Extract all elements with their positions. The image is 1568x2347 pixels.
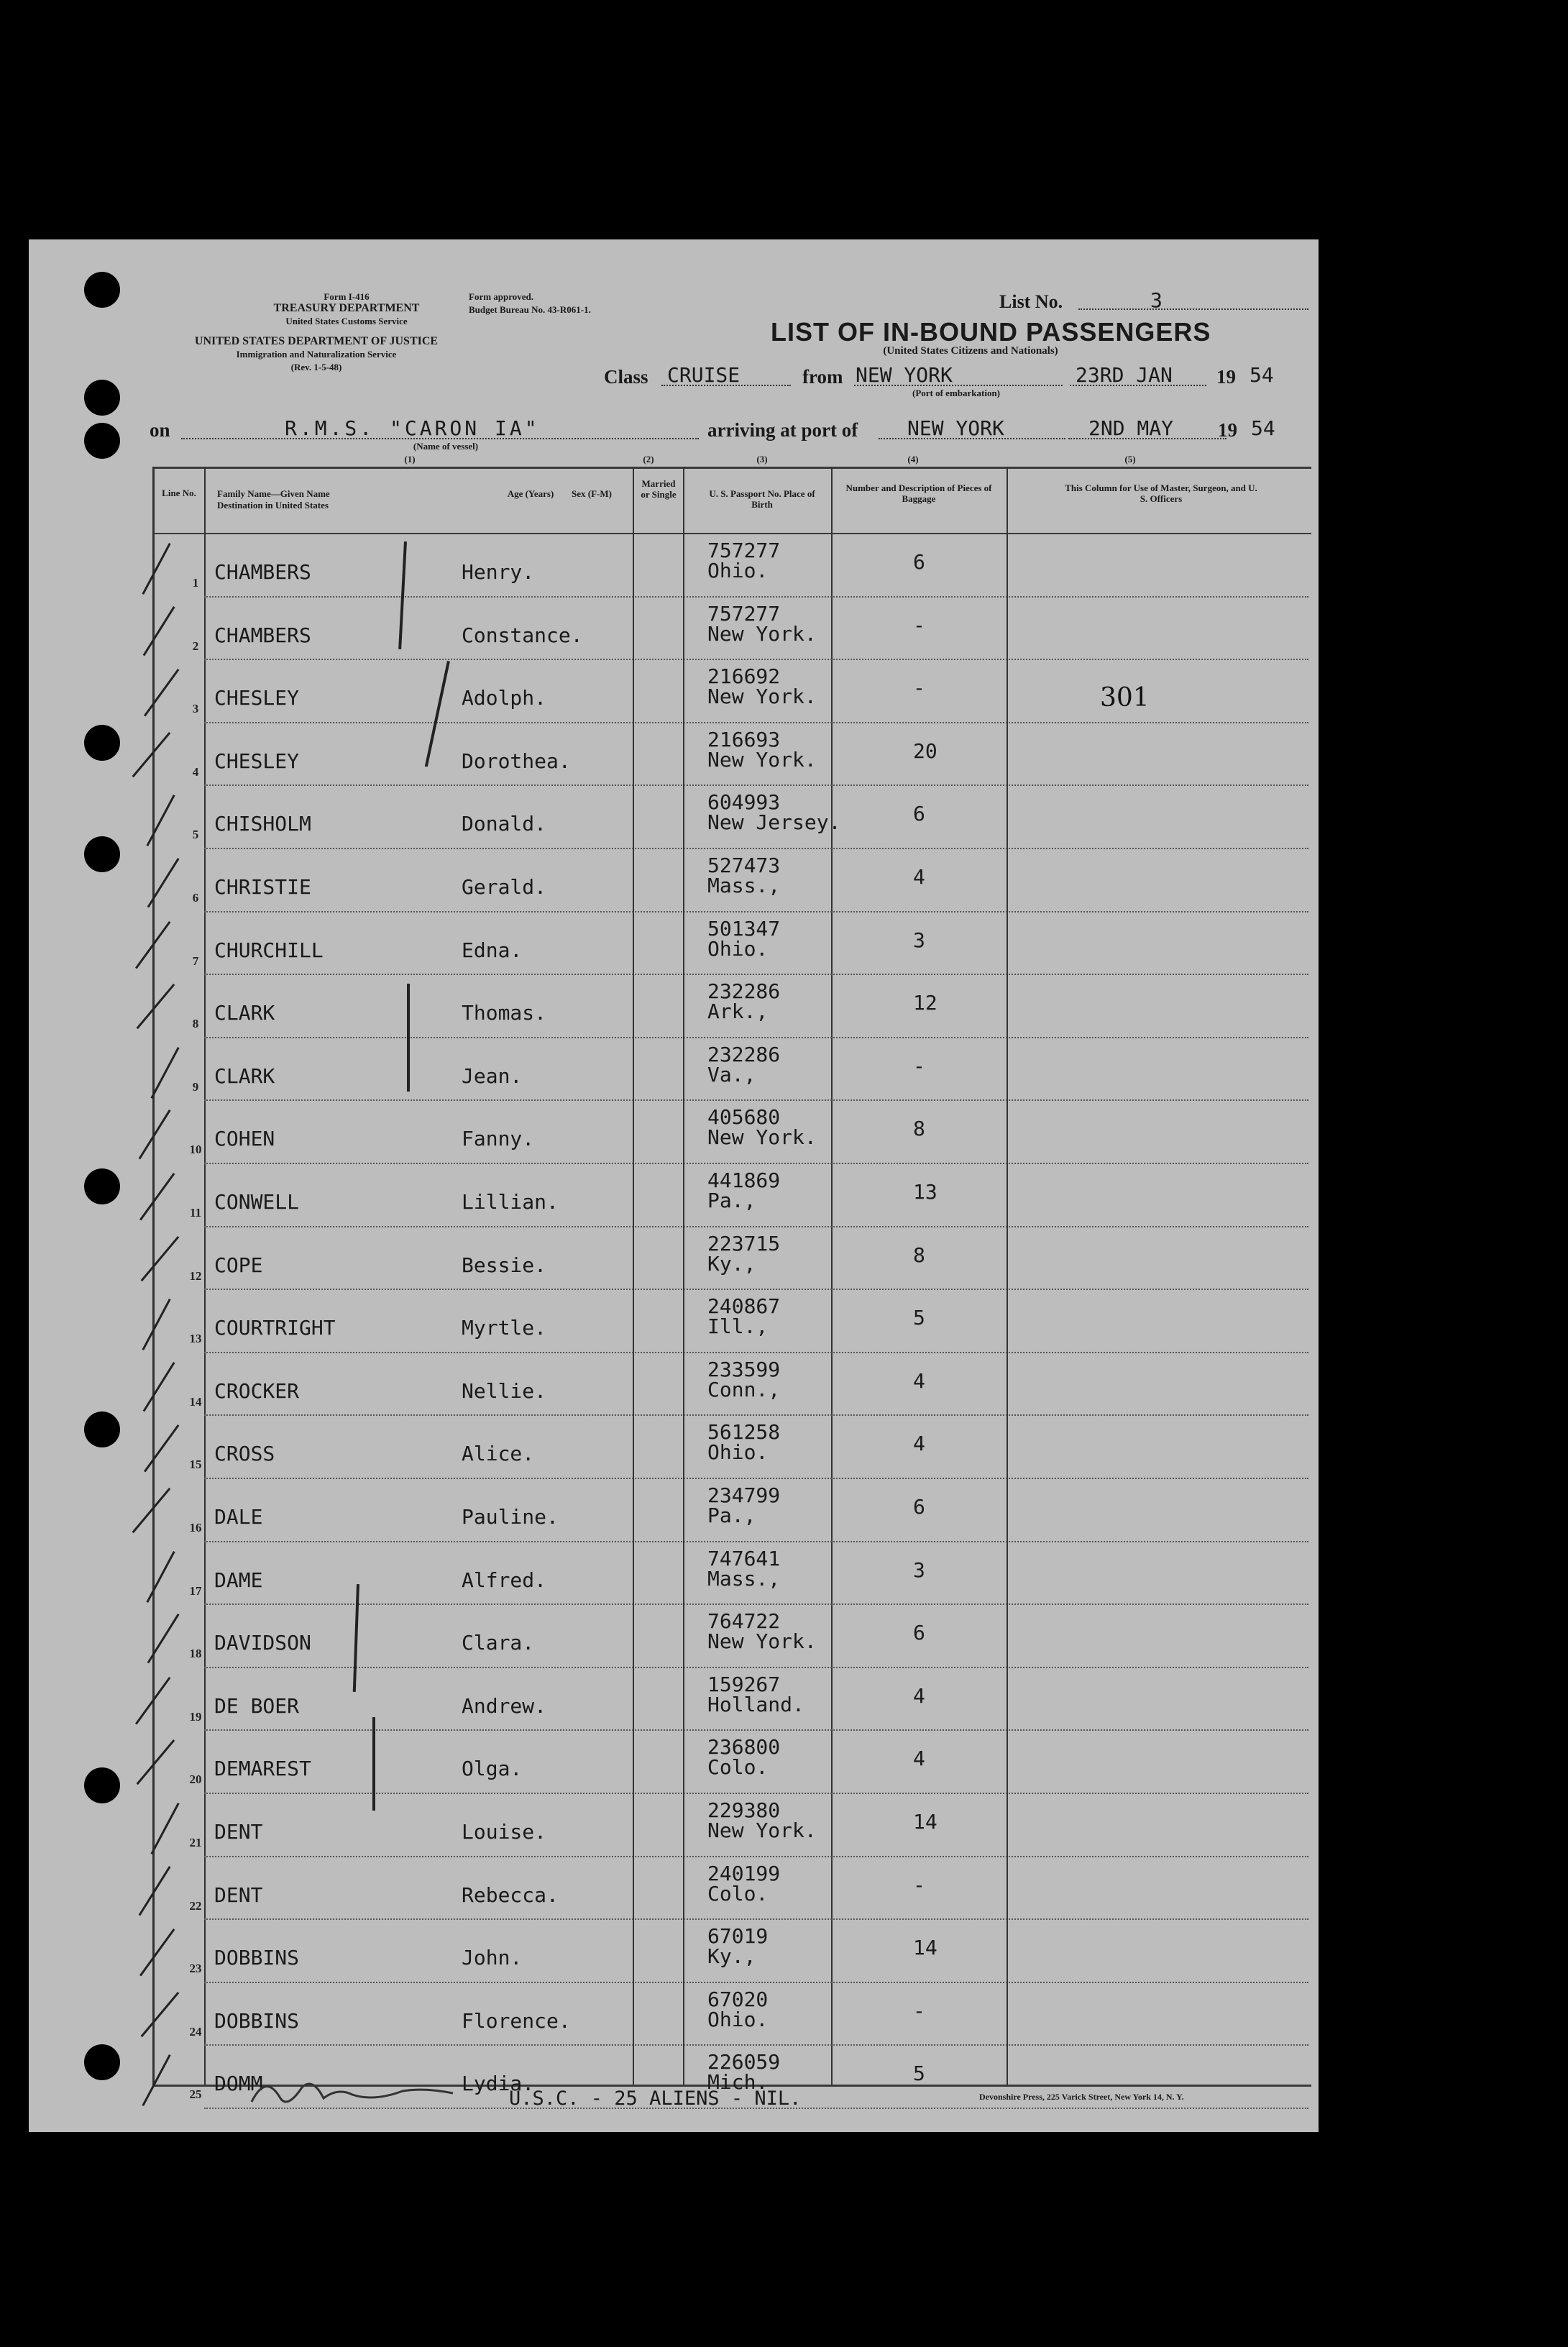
- birth-place: Ohio.: [707, 1440, 769, 1465]
- manifest-sheet: [29, 239, 1319, 2132]
- footer-summary: U.S.C. - 25 ALIENS - NIL.: [509, 2087, 802, 2110]
- given-name: Dorothea.: [462, 749, 571, 773]
- row-divider: [204, 1099, 1308, 1101]
- baggage-count: 4: [913, 1747, 925, 1771]
- checkmark: [142, 543, 170, 595]
- bracket-mark: [353, 1584, 359, 1692]
- passport-col-border: [831, 467, 833, 2085]
- class-label: Class: [604, 366, 648, 388]
- family-name: DOBBINS: [214, 2008, 300, 2033]
- row-divider: [204, 2044, 1308, 2046]
- birth-place: New Jersey.: [707, 810, 841, 835]
- baggage-count: 20: [913, 738, 937, 763]
- row-divider: [204, 974, 1308, 975]
- given-name: Henry.: [462, 560, 535, 584]
- passport-number: 159267: [707, 1672, 781, 1696]
- baggage-count: -: [913, 1872, 925, 1897]
- immigration-service: Immigration and Naturalization Service: [236, 349, 397, 360]
- customs-service: United States Customs Service: [285, 316, 408, 326]
- family-name: DE BOER: [214, 1693, 300, 1718]
- table-top-border: [152, 467, 1311, 469]
- col-num-5: (5): [1124, 454, 1136, 465]
- given-name: Fanny.: [462, 1127, 535, 1151]
- checkmark: [132, 732, 171, 777]
- checkmark: [132, 1488, 171, 1533]
- departure-year: 54: [1250, 363, 1274, 387]
- passport-number: 240199: [707, 1861, 781, 1885]
- checkmark: [143, 606, 175, 656]
- checkmark: [141, 1992, 180, 2037]
- passport-number: 236800: [707, 1735, 781, 1760]
- given-name: Pauline.: [462, 1505, 559, 1529]
- birth-place: Mass.,: [707, 1566, 781, 1591]
- row-divider: [204, 1729, 1308, 1731]
- header-sex: Sex (F-M): [572, 488, 612, 499]
- form-number: Form I-416: [324, 291, 370, 302]
- passport-number: 229380: [707, 1798, 781, 1822]
- family-name: CHAMBERS: [214, 560, 311, 584]
- row-divider: [204, 1478, 1308, 1479]
- birth-place: Conn.,: [707, 1377, 781, 1401]
- passport-number: 757277: [707, 539, 781, 562]
- arriving-label: arriving at port of: [707, 419, 858, 441]
- row-divider: [204, 1918, 1308, 1920]
- passport-number: 405680: [707, 1105, 781, 1130]
- passport-number: 501347: [707, 916, 781, 941]
- family-name: CHAMBERS: [214, 623, 311, 647]
- married-col-border: [683, 467, 684, 2085]
- printer-credit: Devonshire Press, 225 Varick Street, New York 14, N. Y.: [979, 2092, 1184, 2102]
- family-name: CROSS: [214, 1442, 275, 1466]
- name-col-border: [633, 467, 634, 2085]
- passport-number: 234799: [707, 1483, 781, 1507]
- baggage-count: 6: [913, 550, 925, 574]
- line-number: 7: [192, 953, 199, 968]
- header-line-no: Line No.: [162, 488, 196, 498]
- family-name: DENT: [214, 1882, 263, 1907]
- family-name: CLARK: [214, 1063, 275, 1088]
- passport-number: 232286: [707, 1042, 781, 1066]
- line-number: 3: [192, 702, 199, 716]
- family-name: COPE: [214, 1253, 263, 1277]
- checkmark: [139, 1110, 171, 1159]
- checkmark: [142, 1299, 170, 1350]
- birth-place: New York.: [707, 747, 817, 772]
- row-divider: [204, 1163, 1308, 1164]
- family-name: DAVIDSON: [214, 1631, 311, 1655]
- baggage-count: 4: [913, 865, 925, 889]
- given-name: Donald.: [462, 812, 547, 836]
- col-num-2: (2): [643, 454, 654, 465]
- given-name: Lillian.: [462, 1190, 559, 1214]
- binder-hole: [84, 380, 120, 416]
- birth-place: Ohio.: [707, 936, 769, 961]
- row-divider: [204, 911, 1308, 912]
- baggage-count: -: [913, 1998, 925, 2023]
- checkmark: [137, 984, 175, 1029]
- baggage-count: 8: [913, 1243, 925, 1267]
- binder-hole: [84, 1412, 120, 1447]
- baggage-count: 6: [913, 802, 925, 826]
- line-number: 20: [189, 1772, 202, 1787]
- treasury-dept: TREASURY DEPARTMENT: [273, 302, 420, 314]
- family-name: CROCKER: [214, 1378, 300, 1403]
- birth-place: Colo.: [707, 1881, 769, 1905]
- birth-place: New York.: [707, 1629, 817, 1654]
- line-number: 25: [189, 2087, 202, 2102]
- col-num-3: (3): [756, 454, 768, 465]
- passport-number: 216692: [707, 664, 781, 689]
- header-passport: U. S. Passport No. Place of Birth: [709, 488, 815, 510]
- binder-hole: [84, 1767, 120, 1803]
- row-divider: [204, 1541, 1308, 1542]
- line-number: 6: [192, 891, 199, 905]
- given-name: Louise.: [462, 1820, 547, 1844]
- baggage-count: 5: [913, 1306, 925, 1330]
- handwritten-signature: [244, 2066, 460, 2116]
- given-name: Constance.: [462, 623, 583, 647]
- checkmark: [141, 1236, 180, 1281]
- passport-number: 240867: [707, 1294, 781, 1319]
- line-number: 4: [192, 764, 199, 779]
- from-value: NEW YORK: [856, 363, 953, 387]
- class-value: CRUISE: [667, 363, 741, 387]
- birth-place: Ill.,: [707, 1314, 769, 1339]
- family-name: DENT: [214, 1820, 263, 1844]
- port-caption: (Port of embarkation): [912, 388, 1001, 398]
- birth-place: New York.: [707, 685, 817, 709]
- row-divider: [204, 1352, 1308, 1353]
- line-number: 9: [192, 1079, 199, 1094]
- header-married: Married or Single: [641, 478, 677, 500]
- family-name: DOBBINS: [214, 1946, 300, 1970]
- line-number: 23: [189, 1962, 202, 1976]
- line-number: 16: [189, 1521, 202, 1534]
- birth-place: Colo.: [707, 1755, 769, 1780]
- family-name: CHRISTIE: [214, 875, 311, 899]
- given-name: John.: [462, 1946, 523, 1970]
- baggage-count: 4: [913, 1432, 925, 1456]
- from-label: from: [802, 366, 843, 388]
- given-name: Alice.: [462, 1442, 535, 1466]
- line-number: 15: [189, 1458, 202, 1472]
- given-name: Bessie.: [462, 1253, 547, 1277]
- form-title: LIST OF IN-BOUND PASSENGERS: [771, 317, 1211, 347]
- dep-year-prefix: 19: [1216, 366, 1236, 388]
- line-number: 13: [189, 1332, 202, 1346]
- row-divider: [204, 848, 1308, 849]
- family-name: DEMAREST: [214, 1757, 311, 1781]
- line-number: 2: [192, 639, 199, 653]
- baggage-count: 5: [913, 2062, 925, 2086]
- header-baggage: Number and Description of Pieces of Baggage: [845, 482, 992, 504]
- bracket-mark: [407, 984, 410, 1092]
- form-subtitle: (United States Citizens and Nationals): [883, 345, 1058, 357]
- passport-number: 604993: [707, 790, 781, 815]
- bracket-mark: [425, 661, 450, 767]
- binder-hole: [84, 423, 120, 459]
- line-number: 17: [189, 1583, 202, 1598]
- baggage-count: 12: [913, 991, 937, 1015]
- departure-date: 23RD JAN: [1076, 363, 1173, 387]
- birth-place: Ohio.: [707, 559, 769, 582]
- baggage-count: 14: [913, 1936, 937, 1960]
- line-number: 10: [189, 1143, 202, 1157]
- passport-number: 216693: [707, 727, 781, 751]
- on-label: on: [150, 419, 170, 441]
- passport-number: 226059: [707, 2050, 781, 2074]
- given-name: Florence.: [462, 2008, 571, 2033]
- line-number: 18: [189, 1647, 202, 1661]
- family-name: CHISHOLM: [214, 812, 311, 836]
- given-name: Gerald.: [462, 875, 547, 899]
- baggage-count: 4: [913, 1683, 925, 1708]
- list-no-line: [1078, 308, 1308, 310]
- given-name: Andrew.: [462, 1693, 547, 1718]
- line-number: 14: [189, 1394, 202, 1409]
- birth-place: New York.: [707, 621, 817, 646]
- line-number: 5: [192, 828, 199, 842]
- checkmark: [137, 1739, 175, 1785]
- passport-number: 764722: [707, 1609, 781, 1634]
- baggage-count: 14: [913, 1810, 937, 1834]
- checkmark: [144, 669, 179, 716]
- arrival-year: 54: [1251, 416, 1275, 440]
- family-name: CONWELL: [214, 1190, 300, 1214]
- family-name: DOMM: [214, 2072, 263, 2096]
- checkmark: [139, 1866, 171, 1916]
- list-no-value: 3: [1150, 288, 1163, 312]
- family-name: DAME: [214, 1568, 263, 1592]
- line-number: 12: [189, 1268, 202, 1283]
- row-divider: [204, 1793, 1308, 1794]
- birth-place: Va.,: [707, 1062, 756, 1086]
- col-num-4: (4): [907, 454, 919, 465]
- given-name: Nellie.: [462, 1378, 547, 1403]
- birth-place: Ky.,: [707, 1251, 756, 1276]
- binder-hole: [84, 1168, 120, 1204]
- line-number: 11: [189, 1206, 202, 1220]
- given-name: Myrtle.: [462, 1316, 547, 1340]
- baggage-count: 13: [913, 1180, 937, 1204]
- birth-place: Mass.,: [707, 874, 781, 897]
- baggage-count: 3: [913, 928, 925, 952]
- baggage-count: -: [913, 676, 925, 700]
- line-number: 22: [189, 1898, 202, 1913]
- line-number: 24: [189, 2024, 202, 2039]
- baggage-count: -: [913, 613, 925, 637]
- form-approved: Form approved.: [469, 291, 534, 302]
- revision: (Rev. 1-5-48): [290, 362, 342, 372]
- given-name: Edna.: [462, 938, 523, 962]
- budget-bureau: Budget Bureau No. 43-R061-1.: [469, 304, 591, 315]
- binder-hole: [84, 2044, 120, 2080]
- passport-number: 441869: [707, 1168, 781, 1192]
- header-age: Age (Years): [507, 488, 554, 499]
- vessel-name: R.M.S. "CARON IA": [285, 416, 540, 440]
- list-no-label: List No.: [999, 291, 1063, 312]
- given-name: Jean.: [462, 1063, 523, 1088]
- arrival-date: 2ND MAY: [1088, 416, 1174, 440]
- passport-number: 232286: [707, 979, 781, 1004]
- row-divider: [204, 596, 1308, 598]
- row-divider: [204, 1603, 1308, 1605]
- given-name: Olga.: [462, 1757, 523, 1781]
- passport-number: 747641: [707, 1546, 781, 1570]
- row-divider: [204, 722, 1308, 723]
- family-name: CHESLEY: [214, 749, 300, 773]
- passport-number: 561258: [707, 1420, 781, 1445]
- birth-place: Pa.,: [707, 1504, 756, 1527]
- birth-place: Ky.,: [707, 1944, 756, 1969]
- line-number: 19: [189, 1709, 202, 1724]
- row-divider: [204, 1982, 1308, 1983]
- passport-number: 223715: [707, 1231, 781, 1255]
- family-name: CHURCHILL: [214, 938, 324, 962]
- baggage-count: 6: [913, 1495, 925, 1519]
- officer-annotation: 301: [1100, 683, 1150, 713]
- header-officers: This Column for Use of Master, Surgeon, and U. S. Officers: [1065, 482, 1257, 504]
- baggage-count: 3: [913, 1557, 925, 1582]
- family-name: DALE: [214, 1505, 263, 1529]
- birth-place: Ohio.: [707, 2007, 769, 2031]
- arrival-port: NEW YORK: [907, 416, 1004, 440]
- vessel-caption: (Name of vessel): [413, 441, 479, 452]
- passport-number: 67019: [707, 1924, 769, 1949]
- given-name: Adolph.: [462, 686, 547, 710]
- checkmark: [143, 1362, 175, 1412]
- row-divider: [204, 784, 1308, 786]
- family-name: CLARK: [214, 1001, 275, 1025]
- baggage-count: 8: [913, 1117, 925, 1141]
- family-name: CHESLEY: [214, 686, 300, 710]
- checkmark: [142, 2054, 170, 2106]
- justice-dept: UNITED STATES DEPARTMENT OF JUSTICE: [194, 335, 439, 347]
- checkmark: [139, 1173, 175, 1220]
- row-divider: [204, 1037, 1308, 1038]
- baggage-count: 4: [913, 1368, 925, 1393]
- row-divider: [204, 1289, 1308, 1290]
- passport-number: 233599: [707, 1357, 781, 1381]
- table-left-border: [152, 467, 155, 2085]
- birth-place: Mich.: [707, 2070, 769, 2095]
- given-name: Lydia.: [462, 2072, 535, 2096]
- header-destination: Destination in United States: [217, 500, 329, 511]
- checkmark: [146, 1551, 175, 1603]
- passport-number: 757277: [707, 601, 781, 626]
- baggage-col-border: [1007, 467, 1008, 2085]
- passport-number: 527473: [707, 854, 781, 877]
- given-name: Clara.: [462, 1631, 535, 1655]
- family-name: COURTRIGHT: [214, 1316, 336, 1340]
- binder-hole: [84, 725, 120, 761]
- checkmark: [146, 795, 175, 846]
- given-name: Alfred.: [462, 1568, 547, 1592]
- birth-place: Holland.: [707, 1692, 804, 1716]
- birth-place: Pa.,: [707, 1189, 756, 1212]
- arr-year-prefix: 19: [1218, 419, 1237, 441]
- baggage-count: 6: [913, 1621, 925, 1645]
- row-divider: [204, 1667, 1308, 1668]
- line-number: 1: [192, 576, 199, 590]
- checkmark: [139, 1929, 175, 1976]
- row-divider: [204, 1856, 1308, 1857]
- row-divider: [204, 659, 1308, 660]
- baggage-count: -: [913, 1053, 925, 1078]
- binder-hole: [84, 272, 120, 308]
- checkmark: [150, 1047, 179, 1099]
- line-number: 8: [192, 1017, 199, 1031]
- given-name: Thomas.: [462, 1001, 547, 1025]
- birth-place: New York.: [707, 1125, 817, 1150]
- row-divider: [204, 1226, 1308, 1227]
- family-name: COHEN: [214, 1127, 275, 1151]
- checkmark: [150, 1803, 179, 1854]
- passport-number: 67020: [707, 1987, 769, 2011]
- checkmark: [144, 1424, 179, 1472]
- line-number: 21: [189, 1836, 202, 1849]
- given-name: Rebecca.: [462, 1882, 559, 1907]
- header-name: Family Name—Given Name: [217, 488, 330, 499]
- row-divider: [204, 1414, 1308, 1416]
- col-num-1: (1): [404, 454, 416, 465]
- header-bottom-border: [152, 533, 1311, 534]
- birth-place: New York.: [707, 1818, 817, 1842]
- bracket-mark: [372, 1717, 375, 1811]
- birth-place: Ark.,: [707, 999, 769, 1024]
- binder-hole: [84, 836, 120, 872]
